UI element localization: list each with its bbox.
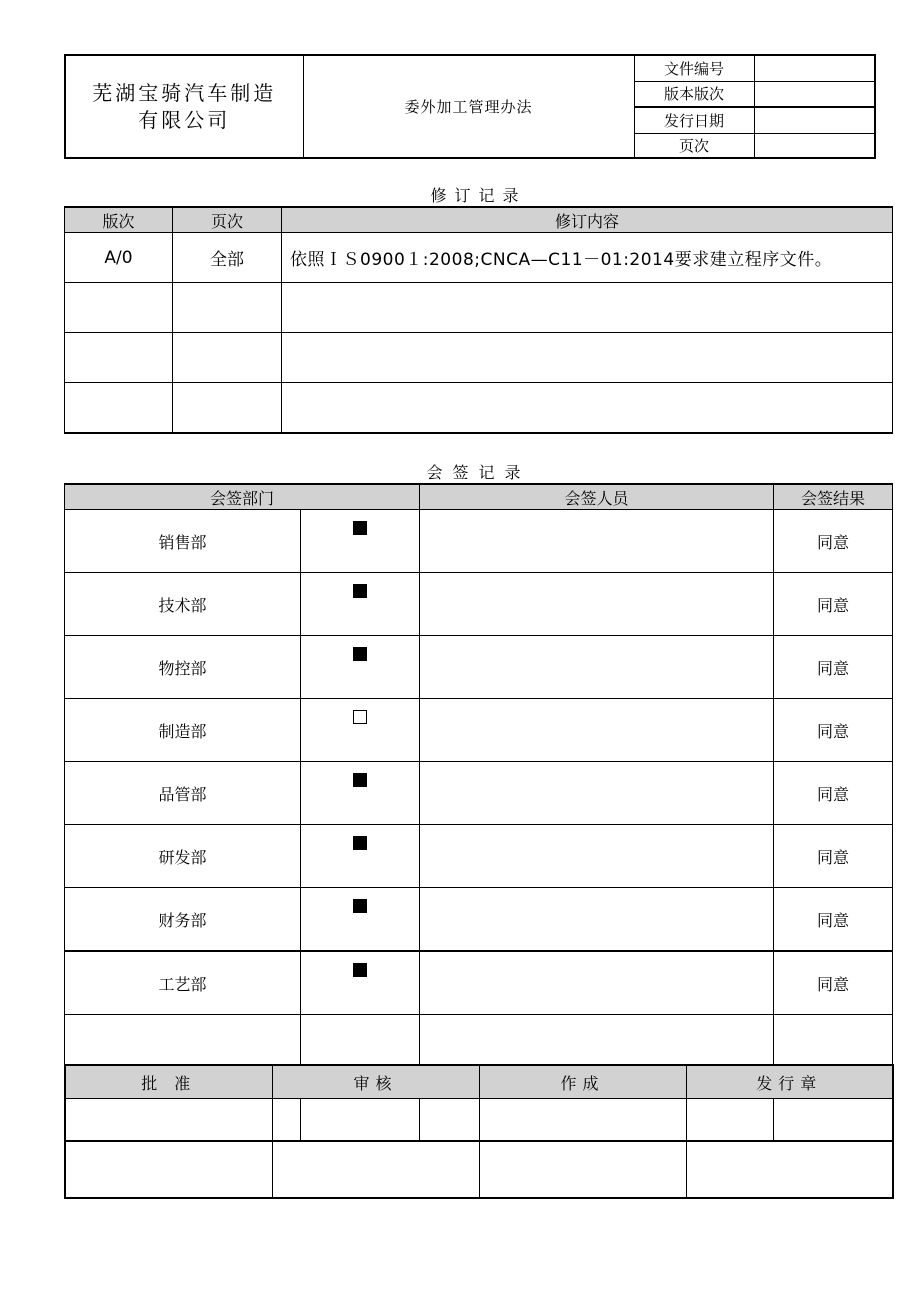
signoff-person [420,762,774,825]
field-value-doc-number [754,55,875,82]
signoff-caption: 会签记录 [426,462,531,482]
signoff-check-cell [301,699,420,762]
revision-content: 依照ＩＳ0900１:2008;CNCA—C11－01:2014要求建立程序文件。 [282,233,893,283]
company-name-line1: 芜湖宝骑汽车制造 [92,80,277,105]
checked-box-icon[interactable] [353,647,367,661]
signoff-check-cell [301,762,420,825]
signoff-header-dept: 会签部门 [65,484,420,510]
table-row [65,636,893,699]
signoff-result: 同意 [774,510,893,573]
signoff-result: 同意 [774,762,893,825]
table-row [65,233,893,283]
signoff-check-cell [301,951,420,1015]
table-row [65,825,893,888]
signoff-person [420,699,774,762]
approval-signature-prepare[interactable] [479,1099,686,1199]
signoff-person [420,510,774,573]
revision-header-content: 修订内容 [282,207,893,233]
signoff-person [420,951,774,1015]
signoff-check-cell [301,888,420,952]
revision-caption: 修订记录 [430,185,527,205]
revision-content [282,333,893,383]
checked-box-icon[interactable] [353,584,367,598]
revision-page [173,333,282,383]
signoff-dept: 财务部 [65,888,301,952]
approval-table [64,1064,894,1199]
revision-version [65,333,173,383]
signoff-result: 同意 [774,699,893,762]
table-row [65,762,893,825]
field-label-page: 页次 [634,133,754,158]
approval-signature-review[interactable] [272,1099,479,1199]
revision-content [282,283,893,333]
signoff-result: 同意 [774,825,893,888]
approval-signature-approve[interactable] [65,1099,272,1199]
signoff-dept: 销售部 [65,510,301,573]
signoff-header-result: 会签结果 [774,484,893,510]
table-row [65,333,893,383]
approval-header-review: 审核 [272,1065,479,1099]
document-title: 委外加工管理办法 [303,55,634,158]
revision-page: 全部 [173,233,282,283]
signoff-check-cell [301,825,420,888]
signoff-dept: 工艺部 [65,951,301,1015]
table-row [65,951,893,1015]
unchecked-box-icon[interactable] [353,710,367,724]
signoff-result: 同意 [774,888,893,952]
signoff-dept: 品管部 [65,762,301,825]
approval-header-seal: 发行章 [686,1065,893,1099]
revision-record-table [64,182,893,434]
revision-header-page: 页次 [173,207,282,233]
company-name [65,55,303,158]
signoff-person [420,888,774,952]
field-label-doc-number: 文件编号 [634,55,754,82]
signoff-dept: 物控部 [65,636,301,699]
signoff-check-cell [301,573,420,636]
field-value-issue-date [754,107,875,134]
table-row [65,383,893,434]
signoff-dept: 制造部 [65,699,301,762]
signoff-check-cell [301,510,420,573]
revision-version [65,383,173,434]
approval-signature-seal[interactable] [686,1099,893,1199]
signoff-header-person: 会签人员 [420,484,774,510]
company-name-line2: 有限公司 [138,107,231,132]
field-label-version: 版本版次 [634,82,754,107]
table-row [65,888,893,952]
revision-version [65,283,173,333]
signoff-person [420,825,774,888]
checked-box-icon[interactable] [353,773,367,787]
signoff-dept: 技术部 [65,573,301,636]
table-row [65,573,893,636]
approval-header-approve: 批 准 [65,1065,272,1099]
signoff-result: 同意 [774,951,893,1015]
approval-header-prepare: 作成 [479,1065,686,1099]
signoff-dept: 研发部 [65,825,301,888]
table-row [65,510,893,573]
signoff-result: 同意 [774,636,893,699]
revision-version: A/0 [65,233,173,283]
table-row [65,283,893,333]
checked-box-icon[interactable] [353,963,367,977]
checked-box-icon[interactable] [353,899,367,913]
checked-box-icon[interactable] [353,521,367,535]
field-value-page [754,133,875,158]
field-label-issue-date: 发行日期 [634,107,754,134]
checked-box-icon[interactable] [353,836,367,850]
revision-page [173,383,282,434]
document-header [64,54,876,159]
table-row [65,699,893,762]
signoff-record-table [64,459,893,1142]
revision-header-version: 版次 [65,207,173,233]
signoff-person [420,573,774,636]
signoff-result: 同意 [774,573,893,636]
revision-page [173,283,282,333]
field-value-version [754,82,875,107]
revision-content [282,383,893,434]
signoff-person [420,636,774,699]
signoff-check-cell [301,636,420,699]
